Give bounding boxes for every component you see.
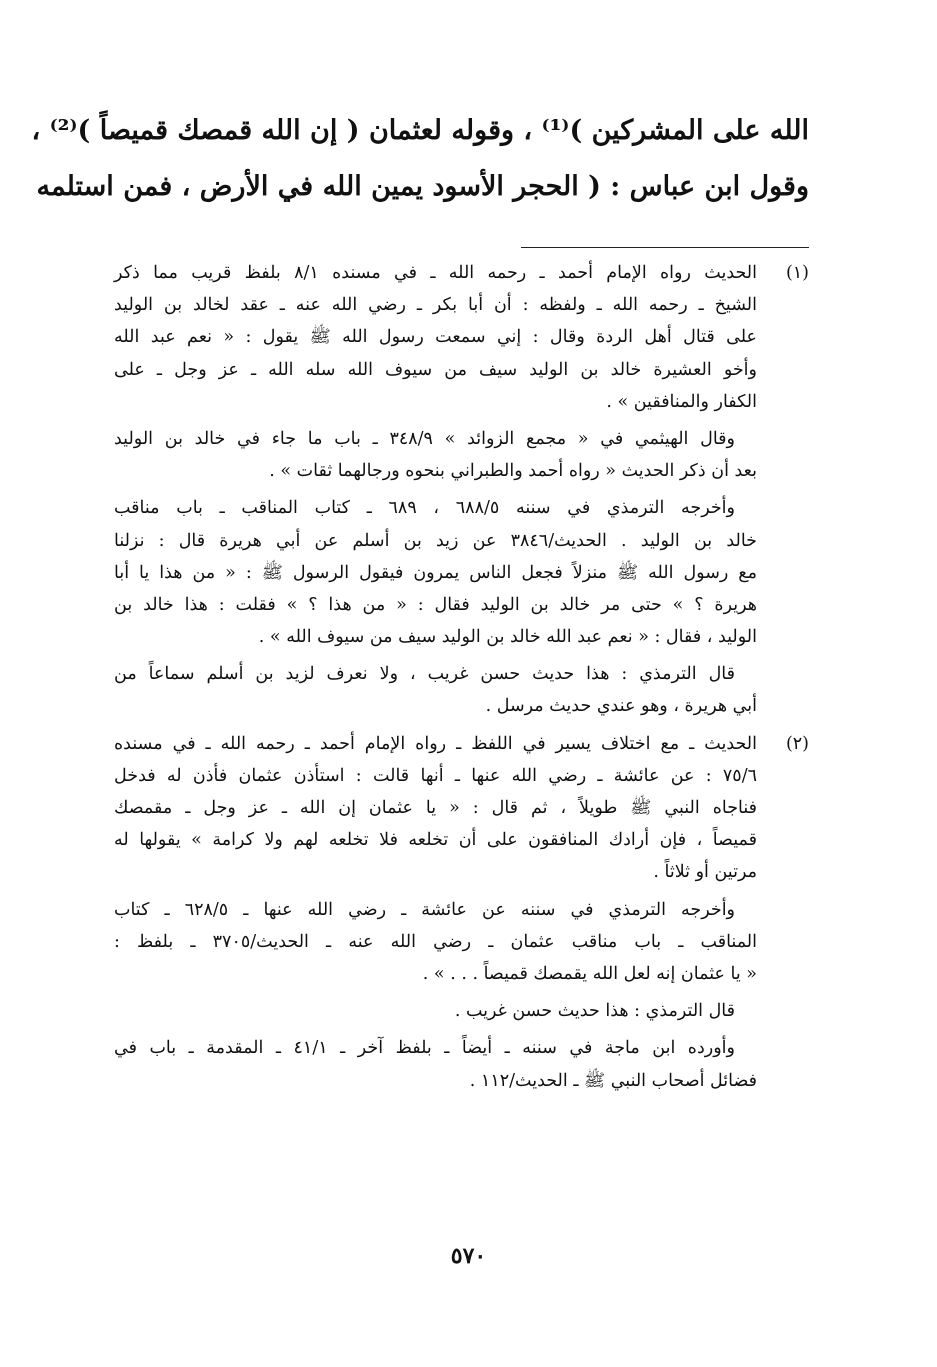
footnote-separator (521, 247, 809, 248)
footnote-paragraph (114, 995, 757, 1027)
main-text-line: الله على المشركين )⁽¹⁾ ، وقوله لعثمان ( إن الله قمصك قميصاً )⁽²⁾ ، (31, 115, 809, 146)
footnote-line: الوليد ، فقال : « نعم عبد الله خالد بن الوليد سيف من سيوف الله » . (258, 627, 757, 648)
footnote-line: مع رسول الله ﷺ منزلاً فجعل الناس يمرون فيقول الرسول ﷺ : « من هذا يا أبا (114, 562, 757, 583)
footnote-line: هريرة ؟ » حتى مر خالد بن الوليد فقال : « من هذا ؟ » فقلت : هذا خالد بن (114, 594, 757, 615)
footnote-line: « يا عثمان إنه لعل الله يقمصك قميصاً . . . » . (422, 963, 757, 984)
footnote-paragraph (114, 894, 757, 991)
page-number: ٥٧٠ (450, 1243, 487, 1269)
footnote-line: قال الترمذي : هذا حديث حسن غريب . (454, 1001, 735, 1022)
footnote-2 (114, 728, 809, 1097)
footnote-line: ٧٥/٦ : عن عائشة ـ رضي الله عنها ـ أنها قالت : استأذن عثمان فأذن له فدخل (114, 765, 757, 786)
footnote-paragraph (114, 257, 757, 418)
footnote-paragraph (114, 423, 757, 487)
footnote-paragraph (114, 658, 757, 722)
footnote-line: على قتال أهل الردة وقال : إني سمعت رسول الله ﷺ يقول : « نعم عبد الله (114, 327, 757, 348)
footnote-line: الحديث ـ مع اختلاف يسير في اللفظ ـ رواه الإمام أحمد ـ رحمه الله ـ في مسنده (114, 733, 757, 754)
footnote-number: (١) (785, 263, 809, 283)
footnote-1 (114, 257, 809, 723)
footnote-line: وقال الهيثمي في « مجمع الزوائد » ٣٤٨/٩ ـ باب ما جاء في خالد بن الوليد (114, 428, 735, 449)
footnote-line: بعد أن ذكر الحديث « رواه أحمد والطبراني بنحوه ورجالهما ثقات » . (269, 461, 757, 482)
footnote-line: وأورده ابن ماجة في سننه ـ أيضاً ـ بلفظ آخر ـ ٤١/١ ـ المقدمة ـ باب في (114, 1038, 735, 1059)
footnotes (114, 257, 809, 1102)
footnote-line: مرتين أو ثلاثاً . (653, 862, 757, 883)
footnote-line: أبي هريرة ، وهو عندي حديث مرسل . (485, 696, 757, 717)
footnote-line: وأخرجه الترمذي في سننه عن عائشة ـ رضي الله عنها ـ ٦٢٨/٥ ـ كتاب (114, 899, 736, 920)
footnote-number: (٢) (785, 733, 809, 754)
footnote-line: قال الترمذي : هذا حديث حسن غريب ، ولا نعرف لزيد بن أسلم سماعاً من (114, 664, 735, 685)
footnote-paragraph (114, 492, 757, 653)
footnote-line: وأخو العشيرة خالد بن الوليد سيف من سيوف الله سله الله ـ عز وجل ـ على (114, 359, 757, 380)
footnote-paragraph (114, 728, 757, 889)
footnote-line: وأخرجه الترمذي في سننه ٦٨٨/٥ ، ٦٨٩ ـ كتاب المناقب ـ باب مناقب (114, 498, 735, 519)
main-text-line: وقول ابن عباس : ( الحجر الأسود يمين الله في الأرض ، فمن استلمه (36, 171, 809, 202)
main-text (31, 103, 809, 215)
footnote-line: فضائل أصحاب النبي ﷺ ـ الحديث/١١٢ . (469, 1070, 757, 1091)
footnote-line: الحديث رواه الإمام أحمد ـ رحمه الله ـ في مسنده ٨/١ بلفظ قريب مما ذكر (114, 263, 757, 283)
footnote-line: فناجاه النبي ﷺ طويلاً ، ثم قال : « يا عثمان إن الله ـ عز وجل ـ مقمصك (114, 798, 757, 818)
footnote-line: الشيخ ـ رحمه الله ـ ولفظه : أن أبا بكر ـ رضي الله عنه ـ عقد لخالد بن الوليد (114, 295, 757, 316)
footnote-line: قميصاً ، فإن أرادك المنافقون على أن تخلعه فلا تخلعه لهم ولا كرامة » يقولها له (114, 830, 757, 851)
footnote-paragraph (114, 1032, 757, 1096)
footnote-line: الكفار والمنافقين » . (606, 391, 757, 412)
footnote-line: المناقب ـ باب مناقب عثمان ـ رضي الله عنه ـ الحديث/٣٧٠٥ ـ بلفظ : (114, 931, 758, 952)
footnote-line: خالد بن الوليد . الحديث/٣٨٤٦ عن زيد بن أسلم عن أبي هريرة قال : نزلنا (114, 530, 757, 551)
